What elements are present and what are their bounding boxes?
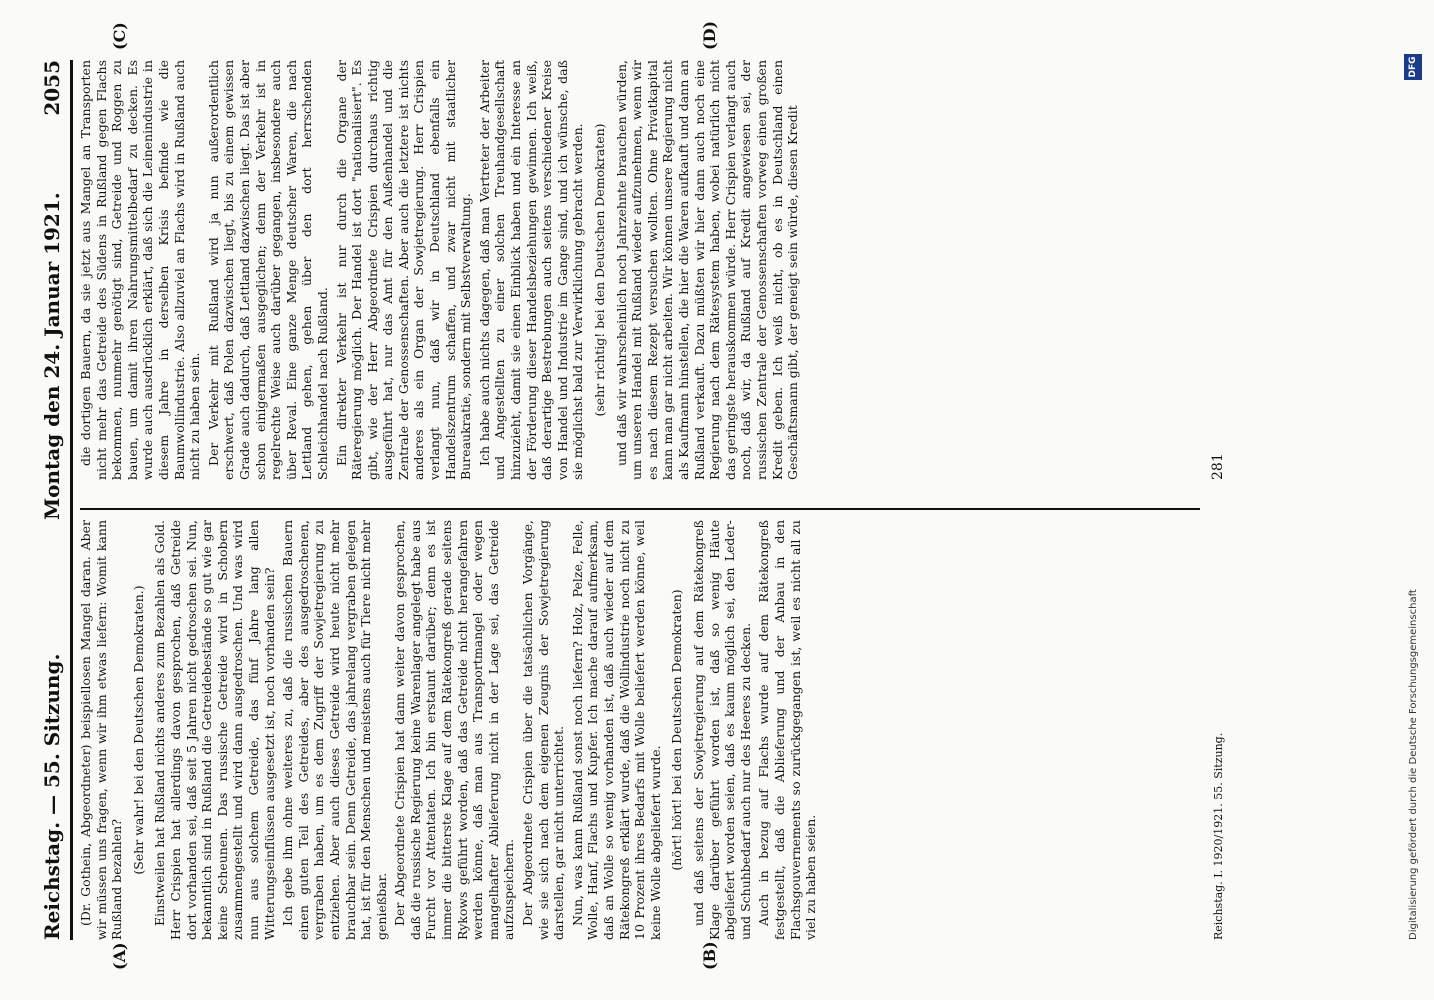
paragraph: Der Abgeordnete Crispien über die tatsächlichen Vorgänge, wie sie sich nach dem eigenen Zeugnis der Sowjetregierung darstellen, gar nicht unterrichtet. <box>520 520 567 940</box>
interjection: (hört! hört! bei den Deutschen Demokraten) <box>669 589 685 871</box>
paragraph: Auch in bezug auf Flachs wurde auf dem Rätekongreß festgestellt, daß die Ablieferung und der Anbau in den Flachsgouvernements so zurückgegangen ist, weil es nicht all zu viel zu haben seien. <box>756 520 819 940</box>
paragraph: und daß wir wahrscheinlich noch Jahrzehnte brauchen würden, um unseren Handel mit Rußland wieder aufzunehmen, wenn wir es nach diesem Rezept versuchen wollten. Ohne Privatkapital kann man gar nicht arbeiten. Wir können unsere Regierung nicht als Kaufmann hinstellen, die hier die Waren aufkauft und dann an Rußland verkauft. Dazu müßten wir hier dann auch noch eine Regierung nach dem Rätesystem haben, wobei natürlich nicht das geringste herauskommen würde. Herr Crispien verlangt auch noch, daß wir, da Rußland auf Kredit angewiesen sei, der russischen Zentrale der Genossenschaften vorweg einen großen Kredit geben. Ich weiß nicht, ob es in Deutschland einen Geschäftsmann gibt, der geneigt sein würde, diesen Kredit <box>613 60 801 480</box>
paragraph: Der Abgeordnete Crispien hat dann weiter davon gesprochen, daß die russische Regierung keine Warenlager angelegt habe aus Furcht vor Attentaten. Ich bin erstaunt darüber; denn es ist immer die bitterste Klage auf dem Rätekongreß gerade seitens Rykows geführt worden, daß das Getreide nicht herangefahren werden könne, daß man aus Transportmangel oder wegen mangelhafter Ablieferung nicht in der Lage sei, das Getreide aufzuspeichern. <box>392 520 517 940</box>
digitization-credit: Digitalisierung gefördert durch die Deutsche Forschungsgemeinschaft <box>1408 589 1419 940</box>
footer-page-number: 281 <box>1210 453 1226 480</box>
paragraph: Ich gebe ihm ohne weiteres zu, daß die russischen Bauern einen guten Teil des Getreides, aber des ausgedroschenen, vergraben haben, um es dem Zugriff der Sowjetregierung zu entziehen. Aber auch dieses Getreide wird heute nicht mehr brauchbar sein. Denn Getreide, das jahrelang vergraben gelegen hat, ist für den Menschen und meistens auch für Tiere nicht mehr genießbar. <box>280 520 389 940</box>
header-date: Montag den 24. Januar 1921. <box>40 192 64 520</box>
left-column <box>78 520 822 940</box>
paragraph: Einstweilen hat Rußland nichts anderes zum Bezahlen als Gold. Herr Crispien hat allerdings davon gesprochen, daß Getreide dort vorhanden sei, daß seit 5 Jahren nicht gedroschen sei. Nun, bekanntlich sind in Rußland die Getreidebestände so gut wie gar keine Scheunen. Das russische Getreide wird in Schobern zusammengestellt und wird dann ausgedroschen. Und was wird nun aus solchem Getreide, das fünf Jahre lang allen Witterungseinflüssen ausgesetzt ist, noch vorhanden sein? <box>152 520 277 940</box>
paragraph: Ich habe auch nichts dagegen, daß man Vertreter der Arbeiter und Angestellten zu einer solchen Treuhandgesellschaft hinzuzieht, damit sie einen Einblick haben und ein Interesse an der Förderung dieser Handelsbeziehungen gewinnen. Ich weiß, daß derartige Bestrebungen auch seitens verschiedener Kreise von Handel und Industrie im Gange sind, und ich wünsche, daß sie möglichst bald zur Verwirklichung gebracht werden. <box>476 60 586 480</box>
header-session-title: Reichstag. — 55. Sitzung. <box>40 653 64 940</box>
margin-letter-c: (C) <box>110 22 129 50</box>
page-footnote: Reichstag. I. 1920/1921. 55. Sitzung. <box>1212 732 1225 940</box>
right-column <box>78 60 804 480</box>
paragraph: Ein direkter Verkehr ist nur durch die Organe der Räteregierung möglich. Der Handel ist dort "nationalisiert". Es gibt, wie der Herr Abgeordnete Crispien durchaus richtig ausgeführt hat, nur das Amt für den Außenhandel und die Zentrale der Genossenschaften. Aber auch die letztere ist nichts anderes als ein Organ der Sowjetregierung. Herr Crispien verlangt nun, daß wir in Deutschland ebenfalls ein Handelszentrum schaffen, und zwar nicht mit staatlicher Bureaukratie, sondern mit Selbstverwaltung. <box>333 60 474 480</box>
column-divider <box>80 508 1200 510</box>
dfg-logo: DFG <box>1404 54 1422 80</box>
paragraph: Der Verkehr mit Rußland wird ja nun außerordentlich erschwert, daß Polen dazwischen liegt, bis zu einem gewissen Grade auch dadurch, daß Lettland dazwischen liegt. Das ist aber schon einigermaßen ausgeglichen; denn der Verkehr ist in regelrechte Weise auch darüber gegangen, insbesondere auch über Reval. Eine ganze Menge deutscher Waren, die nach Lettland gehen, gehen über den dort herrschenden Schleichhandel nach Rußland. <box>205 60 330 480</box>
margin-letter-d: (D) <box>700 20 719 50</box>
paragraph: die dortigen Bauern, da sie jetzt aus Mangel an Transporten nicht mehr das Getreide des Südens in Rußland gegen Flachs bekommen, nunmehr genötigt sind, Getreide und Roggen zu bauen, um damit ihren Nahrungsmittelbedarf zu decken. Es wurde auch ausdrücklich erklärt, daß sich die Leinenindustrie in diesem Jahre in derselben Krisis befinde wie die Baumwollindustrie. Also allzuviel an Flachs wird in Rußland auch nicht zu haben sein. <box>78 60 203 480</box>
margin-letter-a: (A) <box>110 942 129 970</box>
paragraph: Nun, was kann Rußland sonst noch liefern? Holz, Pelze, Felle, Wolle, Hanf, Flachs und Kupfer. Ich mache darauf aufmerksam, daß an Wolle so wenig vorhanden ist, daß auch wieder auf dem Rätekongreß erklärt wurde, daß die Wollindustrie noch nicht zu 10 Prozent ihres Bedarfs mit Wolle beliefert werden könne, weil keine Wolle abgeliefert wurde. <box>569 520 663 940</box>
interjection: (sehr richtig! bei den Deutschen Demokraten) <box>592 123 607 417</box>
margin-letter-b: (B) <box>700 941 719 970</box>
paragraph: (Dr. Gothein, Abgeordneter) beispiellosen Mangel daran. Aber wir müssen uns fragen, wenn wir ihm etwas liefern: Womit kann Rußland bezahlen? <box>78 520 125 940</box>
header-page-number: 2055 <box>40 60 64 116</box>
page-header <box>30 60 73 940</box>
paragraph: und daß seitens der Sowjetregierung auf dem Rätekongreß Klage darüber geführt worden ist, daß so wenig Häute abgeliefert worden seien, daß es kaum möglich sei, den Leder- und Schuhbedarf auch nur des Heeres zu decken. <box>690 520 753 940</box>
interjection: (Sehr wahr! bei den Deutschen Demokraten.) <box>130 585 146 875</box>
